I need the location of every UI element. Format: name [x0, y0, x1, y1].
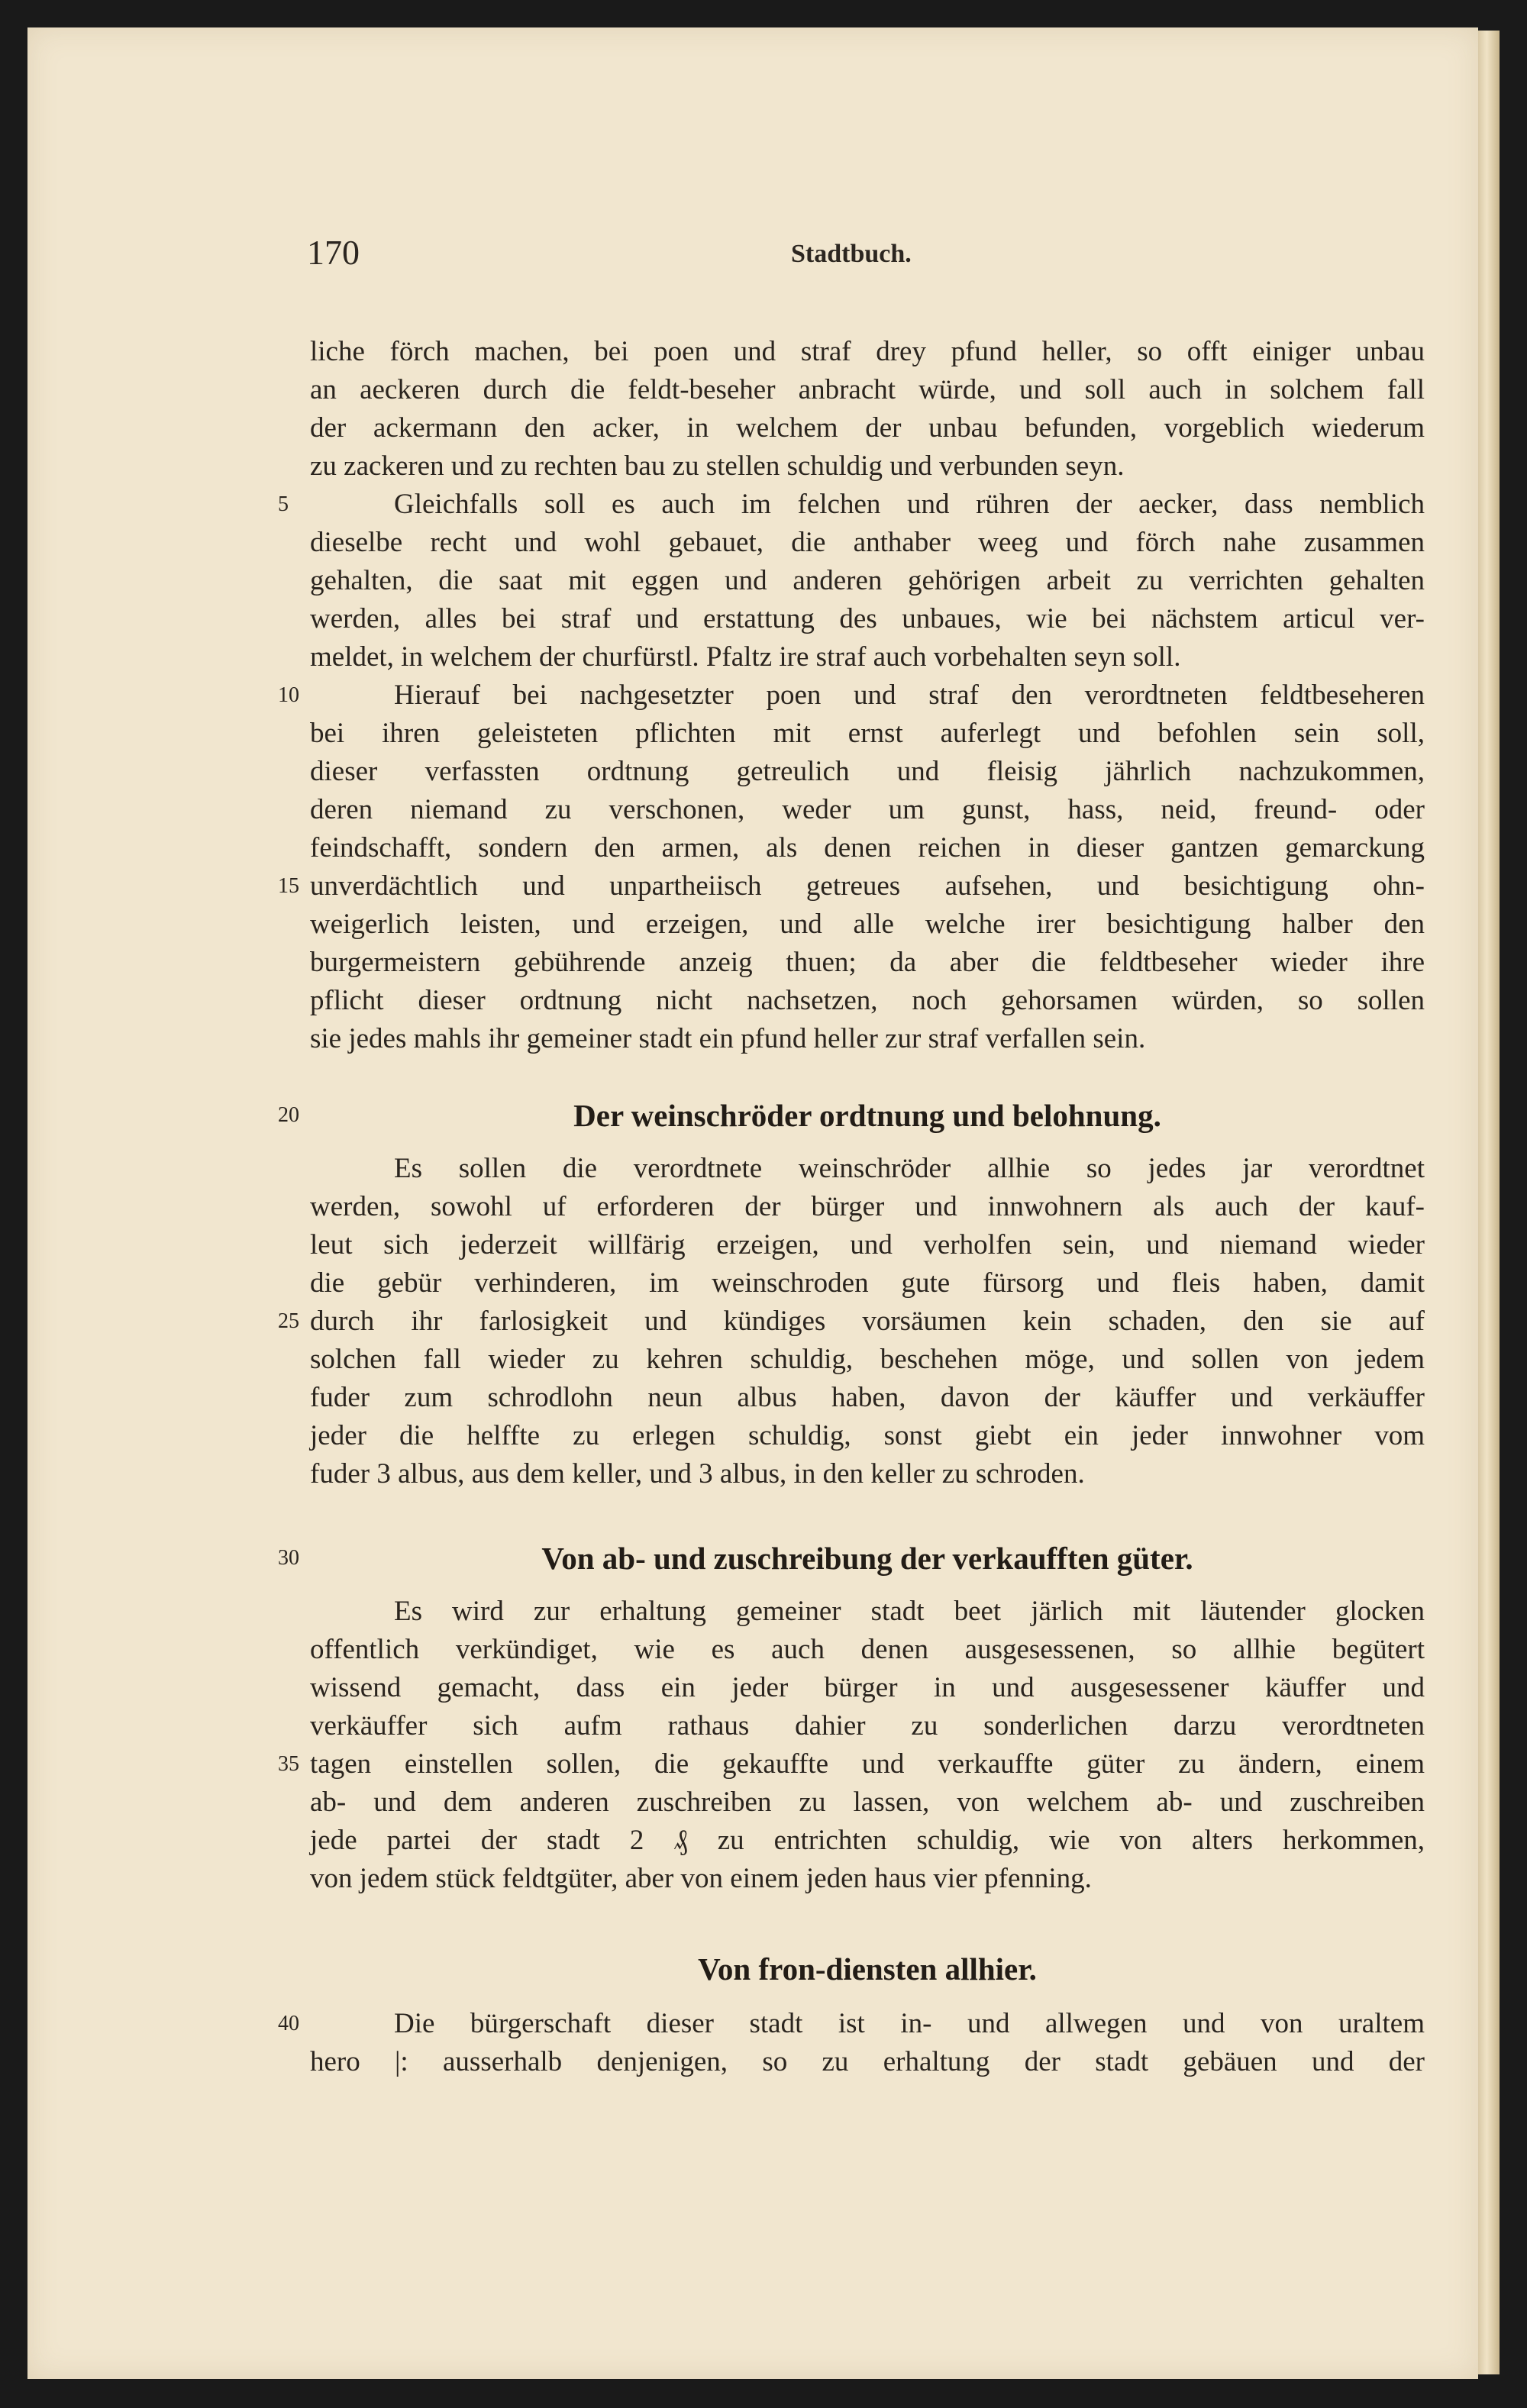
text-line: Hierauf bei nachgesetzter poen und straf den verordtneten feldtbeseheren — [394, 679, 1425, 711]
line-number: 15 — [278, 874, 299, 898]
page-header — [27, 226, 1478, 279]
text-line: Es wird zur erhaltung gemeiner stadt beet järlich mit läutender glocken — [394, 1596, 1425, 1627]
text-line: liche förch machen, bei poen und straf drey pfund heller, so offt einiger unbau — [310, 336, 1425, 367]
text-line: von jedem stück feldtgüter, aber von einem jeden haus vier pfenning. — [310, 1863, 1092, 1894]
text-line: Es sollen die verordtnete weinschröder allhie so jedes jar verordtnet — [394, 1153, 1425, 1184]
text-line: solchen fall wieder zu kehren schuldig, beschehen möge, und sollen von jedem — [310, 1344, 1425, 1375]
text-line: verkäuffer sich aufm rathaus dahier zu sonderlichen darzu verordtneten — [310, 1710, 1425, 1741]
text-line: dieser verfassten ordtnung getreulich und fleisig jährlich nachzukommen, — [310, 756, 1425, 787]
text-line: dieselbe recht und wohl gebauet, die anthaber weeg und förch nahe zusammen — [310, 527, 1425, 558]
line-number: 30 — [278, 1546, 299, 1570]
text-line: leut sich jederzeit willfärig erzeigen, und verholfen sein, und niemand wieder — [310, 1229, 1425, 1260]
running-title: Stadtbuch. — [791, 240, 912, 268]
section-heading: Von ab- und zuschreibung der verkaufften güter. — [541, 1541, 1193, 1576]
page-edge — [1478, 31, 1500, 2374]
text-line: werden, sowohl uf erforderen der bürger und innwohnern als auch der kauf- — [310, 1191, 1425, 1222]
book-page — [27, 27, 1478, 2379]
text-line: ab- und dem anderen zuschreiben zu lassen, von welchem ab- und zuschreiben — [310, 1787, 1425, 1818]
text-line: hero |: ausserhalb denjenigen, so zu erhaltung der stadt gebäuen und der — [310, 2046, 1425, 2077]
text-line: meldet, in welchem der churfürstl. Pfaltz ire straf auch vorbehalten seyn soll. — [310, 641, 1181, 673]
text-line: wissend gemacht, dass ein jeder bürger in und ausgesessener käuffer und — [310, 1672, 1425, 1703]
text-line: weigerlich leisten, und erzeigen, und alle welche irer besichtigung halber den — [310, 909, 1425, 940]
line-number: 5 — [278, 492, 289, 516]
text-line: pflicht dieser ordtnung nicht nachsetzen, noch gehorsamen würden, so sollen — [310, 985, 1425, 1016]
text-line: Gleichfalls soll es auch im felchen und rühren der aecker, dass nemblich — [394, 489, 1425, 520]
text-line: zu zackeren und zu rechten bau zu stellen schuldig und verbunden seyn. — [310, 450, 1125, 482]
line-number: 25 — [278, 1309, 299, 1333]
text-line: werden, alles bei straf und erstattung des unbaues, wie bei nächstem articul ver- — [310, 603, 1425, 634]
text-line: burgermeistern gebührende anzeig thuen; da aber die feldtbeseher wieder ihre — [310, 947, 1425, 978]
text-line: an aeckeren durch die feldt-beseher anbracht würde, und soll auch in solchem fall — [310, 374, 1425, 405]
section-heading: Von fron-diensten allhier. — [698, 1951, 1037, 1987]
text-line: jede partei der stadt 2 ₰ zu entrichten schuldig, wie von alters herkommen, — [310, 1825, 1425, 1856]
text-line: deren niemand zu verschonen, weder um gunst, hass, neid, freund- oder — [310, 794, 1425, 825]
text-line: fuder 3 albus, aus dem keller, und 3 albus, in den keller zu schroden. — [310, 1458, 1085, 1490]
text-line: jeder die helffte zu erlegen schuldig, sonst giebt ein jeder innwohner vom — [310, 1420, 1425, 1451]
line-number: 10 — [278, 683, 299, 707]
line-number: 20 — [278, 1103, 299, 1127]
text-line: fuder zum schrodlohn neun albus haben, davon der käuffer und verkäuffer — [310, 1382, 1425, 1413]
text-line: Die bürgerschaft dieser stadt ist in- und allwegen und von uraltem — [394, 2008, 1425, 2039]
text-line: durch ihr farlosigkeit und kündiges vorsäumen kein schaden, den sie auf — [310, 1306, 1425, 1337]
text-line: gehalten, die saat mit eggen und anderen gehörigen arbeit zu verrichten gehalten — [310, 565, 1425, 596]
text-line: feindschafft, sondern den armen, als denen reichen in dieser gantzen gemarckung — [310, 832, 1425, 863]
text-line: die gebür verhinderen, im weinschroden gute fürsorg und fleis haben, damit — [310, 1267, 1425, 1299]
text-line: bei ihren geleisteten pflichten mit ernst auferlegt und befohlen sein soll, — [310, 718, 1425, 749]
text-line: offentlich verkündiget, wie es auch denen ausgesessenen, so allhie begütert — [310, 1634, 1425, 1665]
page-number: 170 — [307, 233, 360, 272]
line-number: 35 — [278, 1752, 299, 1776]
text-line: tagen einstellen sollen, die gekauffte und verkauffte güter zu ändern, einem — [310, 1748, 1425, 1780]
line-number: 40 — [278, 2012, 299, 2035]
text-line: der ackermann den acker, in welchem der unbau befunden, vorgeblich wiederum — [310, 412, 1425, 444]
section-heading: Der weinschröder ordtnung und belohnung. — [573, 1098, 1161, 1133]
text-line: unverdächtlich und unpartheiisch getreues aufsehen, und besichtigung ohn- — [310, 870, 1425, 902]
text-line: sie jedes mahls ihr gemeiner stadt ein pfund heller zur straf verfallen sein. — [310, 1023, 1146, 1054]
